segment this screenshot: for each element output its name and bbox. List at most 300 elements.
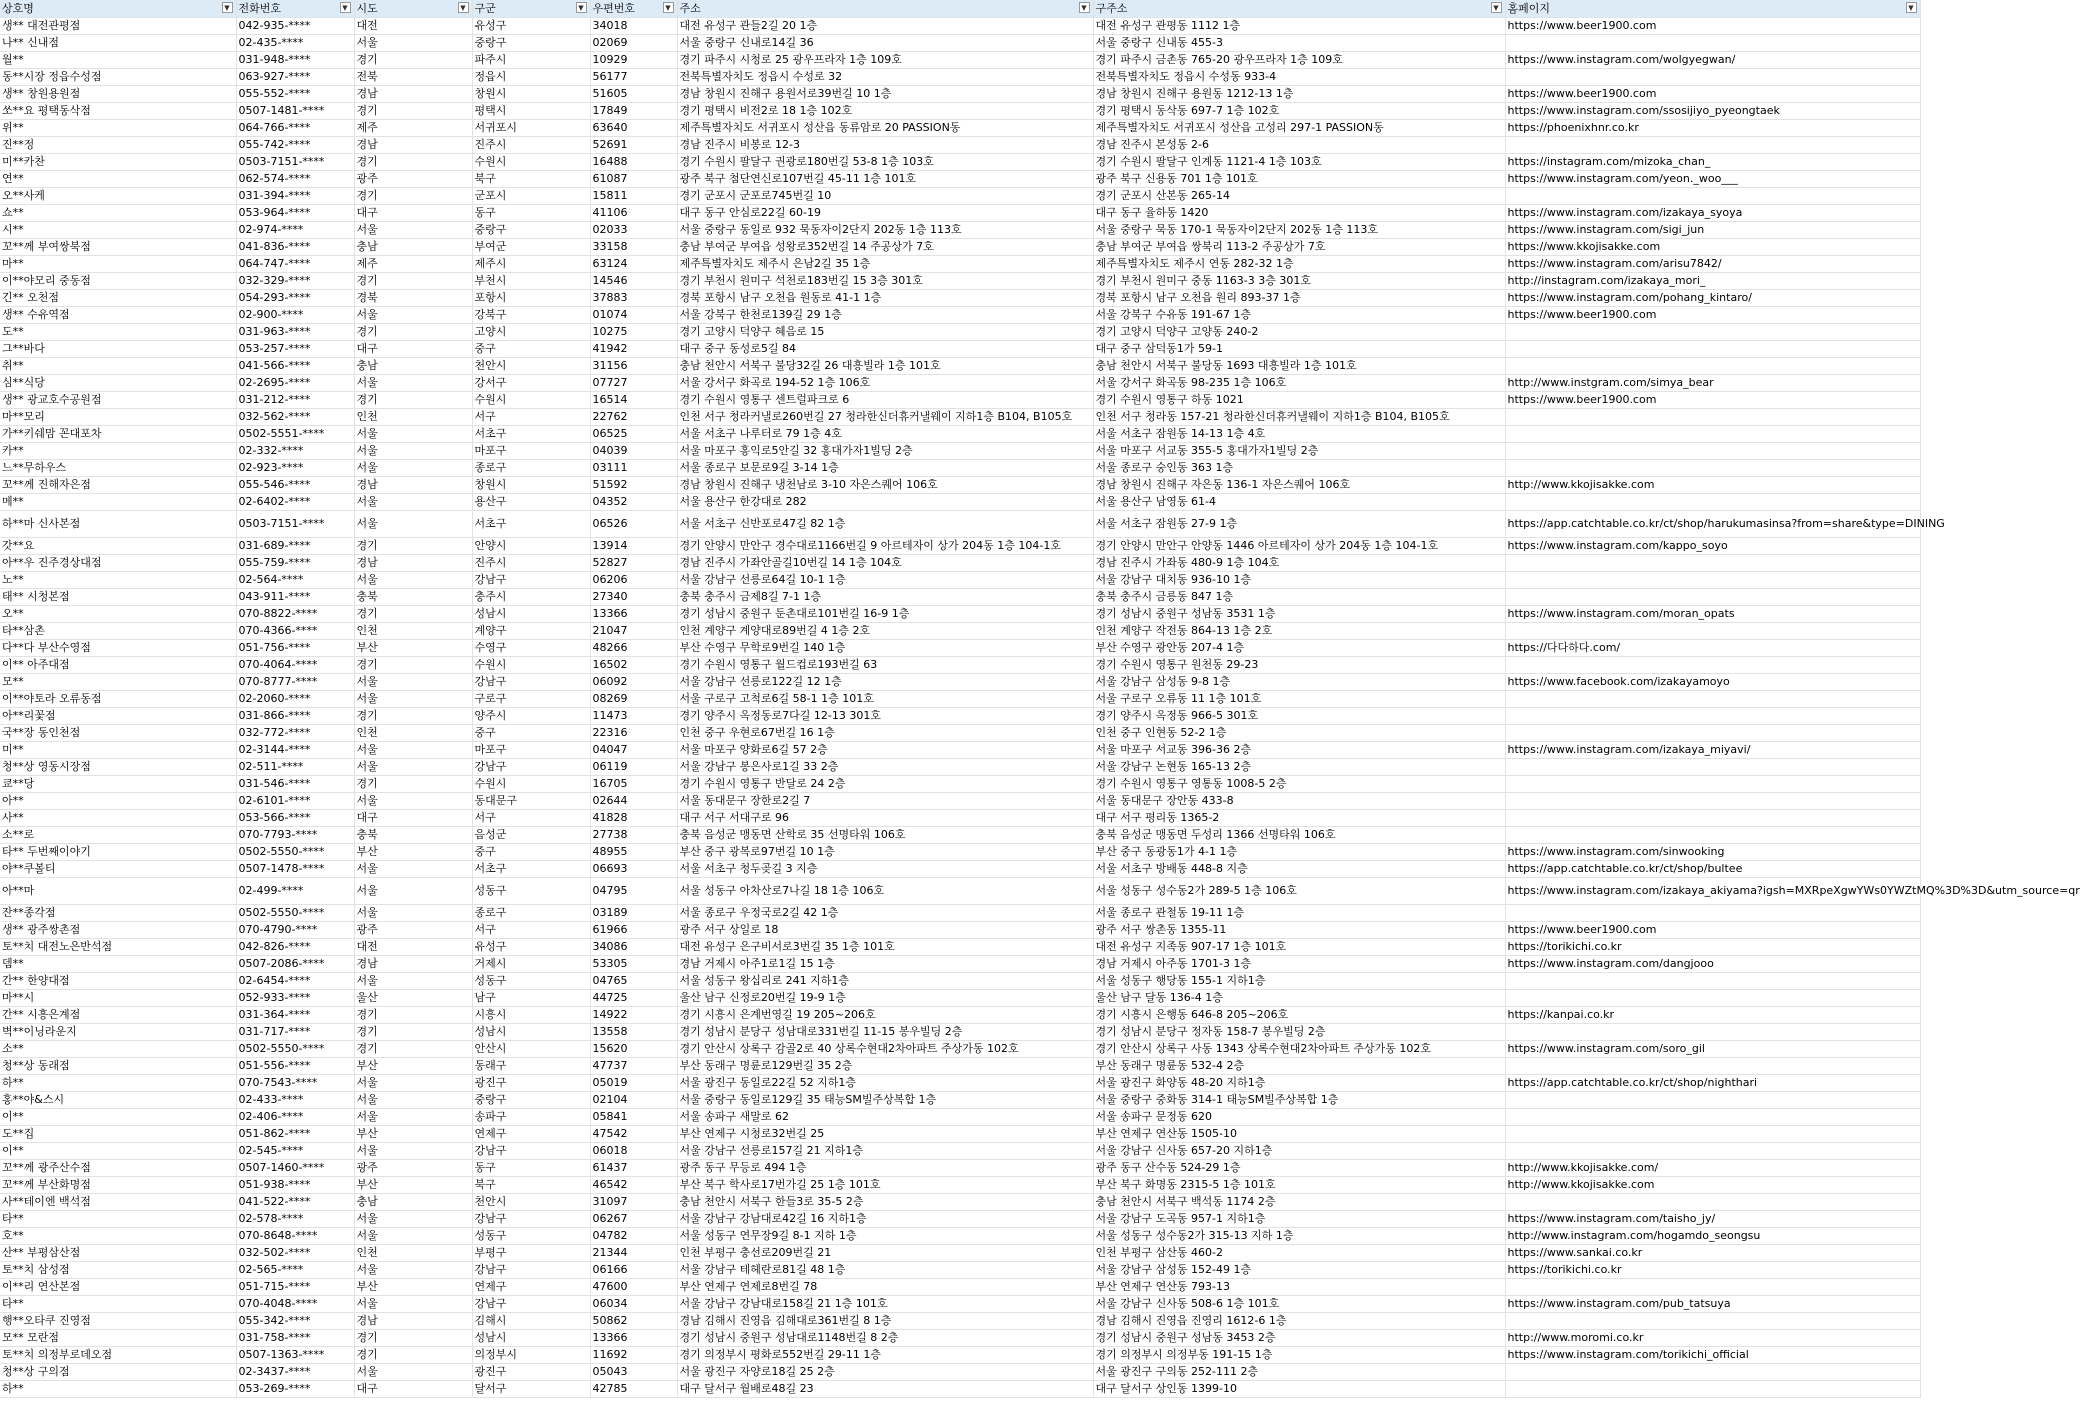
cell-sido[interactable]: 경기 <box>354 392 472 409</box>
cell-store-name[interactable]: 위** <box>0 120 236 137</box>
cell-store-name[interactable]: 생** 광교호수공원점 <box>0 392 236 409</box>
cell-old-address[interactable]: 울산 남구 달동 136-4 1층 <box>1093 990 1505 1007</box>
cell-store-name[interactable]: 토**치 대전노은반석점 <box>0 939 236 956</box>
cell-store-name[interactable]: 사** <box>0 810 236 827</box>
cell-store-name[interactable]: 꼬**께 부산화명점 <box>0 1177 236 1194</box>
cell-old-address[interactable]: 부산 동래구 명륜동 532-4 2층 <box>1093 1058 1505 1075</box>
cell-sido[interactable]: 경남 <box>354 137 472 154</box>
cell-gugun[interactable]: 부여군 <box>472 239 590 256</box>
cell-old-address[interactable]: 대구 동구 율하동 1420 <box>1093 205 1505 222</box>
cell-gugun[interactable]: 서구 <box>472 922 590 939</box>
cell-zipcode[interactable]: 47542 <box>590 1126 677 1143</box>
cell-store-name[interactable]: 꼬**께 부여쌍북점 <box>0 239 236 256</box>
cell-phone[interactable]: 054-293-**** <box>236 290 354 307</box>
column-header-address[interactable] <box>677 0 1093 18</box>
cell-gugun[interactable]: 용산구 <box>472 494 590 511</box>
cell-old-address[interactable]: 인천 계양구 작전동 864-13 1층 2호 <box>1093 623 1505 640</box>
column-header-gugun[interactable] <box>472 0 590 18</box>
cell-store-name[interactable]: 이**야토라 오류동점 <box>0 691 236 708</box>
cell-store-name[interactable]: 타** 두번째이야기 <box>0 844 236 861</box>
cell-old-address[interactable]: 서울 중랑구 신내동 455-3 <box>1093 35 1505 52</box>
cell-sido[interactable]: 서울 <box>354 1075 472 1092</box>
cell-gugun[interactable]: 진주시 <box>472 555 590 572</box>
cell-gugun[interactable]: 충주시 <box>472 589 590 606</box>
cell-zipcode[interactable]: 41106 <box>590 205 677 222</box>
cell-gugun[interactable]: 마포구 <box>472 742 590 759</box>
cell-old-address[interactable]: 경남 진주시 가좌동 480-9 1층 104호 <box>1093 555 1505 572</box>
cell-sido[interactable]: 서울 <box>354 1211 472 1228</box>
cell-zipcode[interactable]: 22316 <box>590 725 677 742</box>
cell-phone[interactable]: 053-566-**** <box>236 810 354 827</box>
cell-homepage[interactable] <box>1505 494 1920 511</box>
cell-zipcode[interactable]: 15620 <box>590 1041 677 1058</box>
cell-gugun[interactable]: 창원시 <box>472 477 590 494</box>
cell-old-address[interactable]: 경기 안산시 상록구 사동 1343 상록수현대2차아파트 주상가동 102호 <box>1093 1041 1505 1058</box>
cell-gugun[interactable]: 유성구 <box>472 939 590 956</box>
cell-zipcode[interactable]: 22762 <box>590 409 677 426</box>
cell-gugun[interactable]: 천안시 <box>472 358 590 375</box>
cell-old-address[interactable]: 경기 수원시 팔달구 인계동 1121-4 1층 103호 <box>1093 154 1505 171</box>
cell-sido[interactable]: 부산 <box>354 1279 472 1296</box>
cell-address[interactable]: 대구 서구 서대구로 96 <box>677 810 1093 827</box>
cell-gugun[interactable]: 수영구 <box>472 640 590 657</box>
cell-sido[interactable]: 경기 <box>354 1347 472 1364</box>
cell-homepage[interactable]: http://www.kkojisakke.com <box>1505 477 1920 494</box>
cell-sido[interactable]: 경남 <box>354 956 472 973</box>
cell-store-name[interactable]: 생** 광주쌍촌점 <box>0 922 236 939</box>
cell-sido[interactable]: 광주 <box>354 1160 472 1177</box>
cell-address[interactable]: 서울 중랑구 동일로 932 묵동자이2단지 202동 1층 113호 <box>677 222 1093 239</box>
cell-sido[interactable]: 서울 <box>354 759 472 776</box>
cell-store-name[interactable]: 태** 시청본점 <box>0 589 236 606</box>
cell-sido[interactable]: 서울 <box>354 861 472 878</box>
cell-sido[interactable]: 서울 <box>354 742 472 759</box>
cell-address[interactable]: 서울 동대문구 장한로2길 7 <box>677 793 1093 810</box>
cell-phone[interactable]: 0502-5550-**** <box>236 844 354 861</box>
cell-homepage[interactable]: https://torikichi.co.kr <box>1505 1262 1920 1279</box>
cell-store-name[interactable]: 생** 수유역점 <box>0 307 236 324</box>
cell-phone[interactable]: 055-342-**** <box>236 1313 354 1330</box>
cell-sido[interactable]: 경기 <box>354 1041 472 1058</box>
cell-zipcode[interactable]: 52691 <box>590 137 677 154</box>
cell-homepage[interactable] <box>1505 1092 1920 1109</box>
cell-zipcode[interactable]: 04039 <box>590 443 677 460</box>
cell-sido[interactable]: 대구 <box>354 205 472 222</box>
cell-gugun[interactable]: 강남구 <box>472 759 590 776</box>
cell-homepage[interactable]: http://www.moromi.co.kr <box>1505 1330 1920 1347</box>
cell-old-address[interactable]: 대구 서구 평리동 1365-2 <box>1093 810 1505 827</box>
cell-sido[interactable]: 경기 <box>354 776 472 793</box>
cell-homepage[interactable]: https://torikichi.co.kr <box>1505 939 1920 956</box>
cell-homepage[interactable]: https://www.beer1900.com <box>1505 922 1920 939</box>
cell-old-address[interactable]: 인천 부평구 삼산동 460-2 <box>1093 1245 1505 1262</box>
cell-phone[interactable]: 032-502-**** <box>236 1245 354 1262</box>
cell-address[interactable]: 경기 부천시 원미구 석천로183번길 15 3층 301호 <box>677 273 1093 290</box>
cell-phone[interactable]: 02-6402-**** <box>236 494 354 511</box>
cell-sido[interactable]: 서울 <box>354 973 472 990</box>
cell-old-address[interactable]: 부산 북구 화명동 2315-5 1층 101호 <box>1093 1177 1505 1194</box>
cell-sido[interactable]: 서울 <box>354 1364 472 1381</box>
cell-zipcode[interactable]: 08269 <box>590 691 677 708</box>
cell-store-name[interactable]: 마**모리 <box>0 409 236 426</box>
cell-homepage[interactable] <box>1505 460 1920 477</box>
cell-homepage[interactable] <box>1505 341 1920 358</box>
cell-phone[interactable]: 041-566-**** <box>236 358 354 375</box>
cell-gugun[interactable]: 고양시 <box>472 324 590 341</box>
cell-old-address[interactable]: 서울 종로구 숭인동 363 1층 <box>1093 460 1505 477</box>
cell-address[interactable]: 서울 마포구 홍익로5안길 32 홍대가자1빌딩 2층 <box>677 443 1093 460</box>
cell-sido[interactable]: 서울 <box>354 1109 472 1126</box>
cell-phone[interactable]: 051-938-**** <box>236 1177 354 1194</box>
cell-homepage[interactable]: https://www.beer1900.com <box>1505 307 1920 324</box>
cell-store-name[interactable]: 메** <box>0 494 236 511</box>
cell-sido[interactable]: 서울 <box>354 35 472 52</box>
cell-homepage[interactable]: https://www.instagram.com/yeon._woo___ <box>1505 171 1920 188</box>
cell-homepage[interactable]: http://instagram.com/izakaya_mori_ <box>1505 273 1920 290</box>
cell-zipcode[interactable]: 27340 <box>590 589 677 606</box>
cell-zipcode[interactable]: 47600 <box>590 1279 677 1296</box>
cell-phone[interactable]: 02-332-**** <box>236 443 354 460</box>
cell-homepage[interactable]: https://app.catchtable.co.kr/ct/shop/harukumasinsa?from=share&type=DINING <box>1505 511 1920 538</box>
cell-address[interactable]: 서울 성동구 연무장9길 8-1 지하 1층 <box>677 1228 1093 1245</box>
cell-store-name[interactable]: 생** 창원용원점 <box>0 86 236 103</box>
cell-phone[interactable]: 0503-7151-**** <box>236 154 354 171</box>
cell-store-name[interactable]: 하**마 신사본점 <box>0 511 236 538</box>
cell-store-name[interactable]: 잔**종각점 <box>0 905 236 922</box>
cell-zipcode[interactable]: 51592 <box>590 477 677 494</box>
cell-store-name[interactable]: 오**사케 <box>0 188 236 205</box>
cell-gugun[interactable]: 계양구 <box>472 623 590 640</box>
cell-store-name[interactable]: 쏘**요 평택동삭점 <box>0 103 236 120</box>
cell-zipcode[interactable]: 61966 <box>590 922 677 939</box>
cell-address[interactable]: 경남 거제시 아주1로1길 15 1층 <box>677 956 1093 973</box>
cell-homepage[interactable] <box>1505 776 1920 793</box>
cell-sido[interactable]: 경기 <box>354 1007 472 1024</box>
cell-address[interactable]: 경기 고양시 덕양구 혜음로 15 <box>677 324 1093 341</box>
cell-phone[interactable]: 055-552-**** <box>236 86 354 103</box>
cell-gugun[interactable]: 창원시 <box>472 86 590 103</box>
cell-gugun[interactable]: 남구 <box>472 990 590 1007</box>
cell-phone[interactable]: 02-565-**** <box>236 1262 354 1279</box>
cell-zipcode[interactable]: 46542 <box>590 1177 677 1194</box>
cell-sido[interactable]: 대구 <box>354 810 472 827</box>
cell-gugun[interactable]: 파주시 <box>472 52 590 69</box>
cell-sido[interactable]: 충남 <box>354 358 472 375</box>
cell-store-name[interactable]: 미**카찬 <box>0 154 236 171</box>
cell-address[interactable]: 서울 마포구 양화로6길 57 2층 <box>677 742 1093 759</box>
cell-gugun[interactable]: 구로구 <box>472 691 590 708</box>
cell-zipcode[interactable]: 14546 <box>590 273 677 290</box>
cell-address[interactable]: 경기 양주시 옥정동로7다길 12-13 301호 <box>677 708 1093 725</box>
cell-homepage[interactable]: https://www.instagram.com/izakaya_akiyama?igsh=MXRpeXgwYWs0YWZtMQ%3D%3D&utm_source=qr <box>1505 878 1920 905</box>
cell-sido[interactable]: 서울 <box>354 691 472 708</box>
cell-store-name[interactable]: 야**쿠볼티 <box>0 861 236 878</box>
cell-store-name[interactable]: 타** <box>0 1296 236 1313</box>
cell-phone[interactable]: 02-511-**** <box>236 759 354 776</box>
cell-address[interactable]: 대구 달서구 월배로48길 23 <box>677 1381 1093 1398</box>
cell-sido[interactable]: 경기 <box>354 606 472 623</box>
cell-store-name[interactable]: 카** <box>0 443 236 460</box>
cell-homepage[interactable] <box>1505 69 1920 86</box>
cell-homepage[interactable]: https://www.instagram.com/dangjooo <box>1505 956 1920 973</box>
cell-store-name[interactable]: 이**야모리 중동점 <box>0 273 236 290</box>
cell-phone[interactable]: 02-433-**** <box>236 1092 354 1109</box>
cell-zipcode[interactable]: 10275 <box>590 324 677 341</box>
cell-zipcode[interactable]: 02644 <box>590 793 677 810</box>
cell-store-name[interactable]: 나** 신내점 <box>0 35 236 52</box>
cell-gugun[interactable]: 강남구 <box>472 1262 590 1279</box>
cell-homepage[interactable] <box>1505 1024 1920 1041</box>
cell-homepage[interactable]: https://www.instagram.com/ssosijiyo_pyeongtaek <box>1505 103 1920 120</box>
cell-address[interactable]: 충북 음성군 맹동면 산학로 35 선명타워 106호 <box>677 827 1093 844</box>
cell-homepage[interactable] <box>1505 409 1920 426</box>
cell-store-name[interactable]: 청**상 동래점 <box>0 1058 236 1075</box>
cell-gugun[interactable]: 강남구 <box>472 572 590 589</box>
filter-dropdown-icon[interactable]: ▼ <box>458 2 469 13</box>
cell-homepage[interactable] <box>1505 1279 1920 1296</box>
cell-old-address[interactable]: 경북 포항시 남구 오천읍 원리 893-37 1층 <box>1093 290 1505 307</box>
cell-zipcode[interactable]: 41828 <box>590 810 677 827</box>
cell-sido[interactable]: 경남 <box>354 86 472 103</box>
cell-address[interactable]: 서울 강북구 한천로139길 29 1층 <box>677 307 1093 324</box>
cell-zipcode[interactable]: 03189 <box>590 905 677 922</box>
cell-address[interactable]: 인천 계양구 계양대로89번길 4 1층 2호 <box>677 623 1093 640</box>
cell-homepage[interactable]: https://www.instagram.com/kappo_soyo <box>1505 538 1920 555</box>
cell-zipcode[interactable]: 13366 <box>590 606 677 623</box>
cell-store-name[interactable]: 아**우 진주경상대점 <box>0 555 236 572</box>
cell-old-address[interactable]: 제주특별자치도 제주시 연동 282-32 1층 <box>1093 256 1505 273</box>
cell-address[interactable]: 울산 남구 신정로20번길 19-9 1층 <box>677 990 1093 1007</box>
cell-phone[interactable]: 02-6101-**** <box>236 793 354 810</box>
cell-phone[interactable]: 051-862-**** <box>236 1126 354 1143</box>
cell-zipcode[interactable]: 06034 <box>590 1296 677 1313</box>
cell-address[interactable]: 경기 수원시 영통구 월드컵로193번길 63 <box>677 657 1093 674</box>
cell-address[interactable]: 부산 북구 학사로17번가길 25 1층 101호 <box>677 1177 1093 1194</box>
cell-zipcode[interactable]: 02033 <box>590 222 677 239</box>
cell-address[interactable]: 서울 중랑구 동일로129길 35 태능SM빌주상복합 1층 <box>677 1092 1093 1109</box>
cell-old-address[interactable]: 서울 강남구 삼성동 9-8 1층 <box>1093 674 1505 691</box>
column-header-zipcode[interactable] <box>590 0 677 18</box>
cell-homepage[interactable] <box>1505 691 1920 708</box>
cell-address[interactable]: 경기 안양시 만안구 경수대로1166번길 9 아르테자이 상가 204동 1층 104-1호 <box>677 538 1093 555</box>
cell-gugun[interactable]: 시흥시 <box>472 1007 590 1024</box>
cell-old-address[interactable]: 경기 수원시 영통구 하동 1021 <box>1093 392 1505 409</box>
cell-gugun[interactable]: 종로구 <box>472 905 590 922</box>
cell-homepage[interactable]: https://www.instagram.com/moran_opats <box>1505 606 1920 623</box>
cell-old-address[interactable]: 서울 강남구 논현동 165-13 2층 <box>1093 759 1505 776</box>
cell-address[interactable]: 경기 안산시 상록구 감골2로 40 상록수현대2차아파트 주상가동 102호 <box>677 1041 1093 1058</box>
cell-zipcode[interactable]: 06267 <box>590 1211 677 1228</box>
cell-zipcode[interactable]: 61437 <box>590 1160 677 1177</box>
cell-zipcode[interactable]: 06119 <box>590 759 677 776</box>
cell-sido[interactable]: 부산 <box>354 1058 472 1075</box>
cell-phone[interactable]: 02-545-**** <box>236 1143 354 1160</box>
cell-zipcode[interactable]: 34086 <box>590 939 677 956</box>
cell-address[interactable]: 인천 중구 우현로67번길 16 1층 <box>677 725 1093 742</box>
cell-old-address[interactable]: 서울 동대문구 장안동 433-8 <box>1093 793 1505 810</box>
cell-sido[interactable]: 서울 <box>354 793 472 810</box>
cell-old-address[interactable]: 대구 달서구 상인동 1399-10 <box>1093 1381 1505 1398</box>
filter-dropdown-icon[interactable]: ▼ <box>576 2 587 13</box>
filter-dropdown-icon[interactable]: ▼ <box>222 2 233 13</box>
cell-homepage[interactable]: http://www.instagram.com/hogamdo_seongsu <box>1505 1228 1920 1245</box>
cell-zipcode[interactable]: 06092 <box>590 674 677 691</box>
cell-homepage[interactable] <box>1505 35 1920 52</box>
cell-zipcode[interactable]: 15811 <box>590 188 677 205</box>
cell-zipcode[interactable]: 50862 <box>590 1313 677 1330</box>
cell-old-address[interactable]: 서울 강남구 삼성동 152-49 1층 <box>1093 1262 1505 1279</box>
cell-gugun[interactable]: 동래구 <box>472 1058 590 1075</box>
cell-phone[interactable]: 041-836-**** <box>236 239 354 256</box>
cell-store-name[interactable]: 간** 시흥은계점 <box>0 1007 236 1024</box>
cell-address[interactable]: 서울 강남구 강남대로42길 16 지하1층 <box>677 1211 1093 1228</box>
cell-gugun[interactable]: 서구 <box>472 409 590 426</box>
cell-homepage[interactable] <box>1505 1381 1920 1398</box>
cell-zipcode[interactable]: 56177 <box>590 69 677 86</box>
cell-homepage[interactable]: https://www.instagram.com/wolgyegwan/ <box>1505 52 1920 69</box>
cell-zipcode[interactable]: 41942 <box>590 341 677 358</box>
cell-zipcode[interactable]: 06166 <box>590 1262 677 1279</box>
cell-zipcode[interactable]: 16502 <box>590 657 677 674</box>
cell-address[interactable]: 광주 북구 첨단연신로107번길 45-11 1층 101호 <box>677 171 1093 188</box>
cell-phone[interactable]: 053-257-**** <box>236 341 354 358</box>
cell-old-address[interactable]: 서울 광진구 구의동 252-111 2층 <box>1093 1364 1505 1381</box>
cell-old-address[interactable]: 서울 강남구 신사동 508-6 1층 101호 <box>1093 1296 1505 1313</box>
cell-phone[interactable]: 02-2060-**** <box>236 691 354 708</box>
cell-sido[interactable]: 경기 <box>354 1330 472 1347</box>
cell-gugun[interactable]: 수원시 <box>472 154 590 171</box>
cell-phone[interactable]: 0502-5551-**** <box>236 426 354 443</box>
cell-homepage[interactable]: https://www.instagram.com/sinwooking <box>1505 844 1920 861</box>
cell-homepage[interactable] <box>1505 1058 1920 1075</box>
cell-address[interactable]: 서울 강남구 선릉로157길 21 지하1층 <box>677 1143 1093 1160</box>
cell-homepage[interactable]: https://www.kkojisakke.com <box>1505 239 1920 256</box>
cell-sido[interactable]: 경기 <box>354 52 472 69</box>
cell-phone[interactable]: 0507-2086-**** <box>236 956 354 973</box>
cell-gugun[interactable]: 평택시 <box>472 103 590 120</box>
cell-old-address[interactable]: 대전 유성구 관평동 1112 1층 <box>1093 18 1505 35</box>
cell-address[interactable]: 경기 수원시 팔달구 권광로180번길 53-8 1층 103호 <box>677 154 1093 171</box>
cell-zipcode[interactable]: 47737 <box>590 1058 677 1075</box>
cell-sido[interactable]: 경북 <box>354 290 472 307</box>
cell-gugun[interactable]: 진주시 <box>472 137 590 154</box>
cell-zipcode[interactable]: 02069 <box>590 35 677 52</box>
cell-address[interactable]: 경남 창원시 진해구 용원서로39번길 10 1층 <box>677 86 1093 103</box>
cell-address[interactable]: 부산 중구 광복로97번길 10 1층 <box>677 844 1093 861</box>
cell-store-name[interactable]: 국**장 동인천점 <box>0 725 236 742</box>
cell-old-address[interactable]: 충북 음성군 맹동면 두성리 1366 선명타워 106호 <box>1093 827 1505 844</box>
cell-store-name[interactable]: 홍**야&스시 <box>0 1092 236 1109</box>
cell-sido[interactable]: 서울 <box>354 375 472 392</box>
cell-store-name[interactable]: 사**테이엔 백석점 <box>0 1194 236 1211</box>
cell-address[interactable]: 부산 동래구 명륜로129번길 35 2층 <box>677 1058 1093 1075</box>
cell-phone[interactable]: 031-758-**** <box>236 1330 354 1347</box>
cell-zipcode[interactable]: 44725 <box>590 990 677 1007</box>
cell-gugun[interactable]: 성남시 <box>472 606 590 623</box>
cell-address[interactable]: 충남 천안시 서북구 불당32길 26 대흥빌라 1층 101호 <box>677 358 1093 375</box>
cell-homepage[interactable] <box>1505 1143 1920 1160</box>
cell-gugun[interactable]: 김해시 <box>472 1313 590 1330</box>
cell-gugun[interactable]: 중구 <box>472 341 590 358</box>
cell-old-address[interactable]: 충북 충주시 금릉동 847 1층 <box>1093 589 1505 606</box>
cell-phone[interactable]: 070-7543-**** <box>236 1075 354 1092</box>
cell-address[interactable]: 대전 유성구 은구비서로3번길 35 1층 101호 <box>677 939 1093 956</box>
cell-gugun[interactable]: 송파구 <box>472 1109 590 1126</box>
cell-gugun[interactable]: 제주시 <box>472 256 590 273</box>
cell-zipcode[interactable]: 04765 <box>590 973 677 990</box>
cell-phone[interactable]: 0502-5550-**** <box>236 1041 354 1058</box>
column-header-store-name[interactable] <box>0 0 236 18</box>
cell-homepage[interactable]: https://www.beer1900.com <box>1505 86 1920 103</box>
cell-store-name[interactable]: 타** <box>0 1211 236 1228</box>
cell-zipcode[interactable]: 04795 <box>590 878 677 905</box>
cell-address[interactable]: 경기 수원시 영통구 반달로 24 2층 <box>677 776 1093 793</box>
cell-address[interactable]: 충남 부여군 부여읍 성왕로352번길 14 주공상가 7호 <box>677 239 1093 256</box>
cell-sido[interactable]: 전북 <box>354 69 472 86</box>
cell-sido[interactable]: 충북 <box>354 827 472 844</box>
cell-gugun[interactable]: 성동구 <box>472 973 590 990</box>
cell-zipcode[interactable]: 11692 <box>590 1347 677 1364</box>
cell-gugun[interactable]: 동구 <box>472 1160 590 1177</box>
cell-phone[interactable]: 070-4064-**** <box>236 657 354 674</box>
cell-sido[interactable]: 부산 <box>354 1126 472 1143</box>
cell-gugun[interactable]: 북구 <box>472 1177 590 1194</box>
cell-old-address[interactable]: 경남 김해시 진영읍 진영리 1612-6 1층 <box>1093 1313 1505 1330</box>
cell-homepage[interactable]: https://www.instagram.com/arisu7842/ <box>1505 256 1920 273</box>
cell-old-address[interactable]: 서울 강남구 도곡동 957-1 지하1층 <box>1093 1211 1505 1228</box>
cell-homepage[interactable] <box>1505 1126 1920 1143</box>
cell-store-name[interactable]: 연** <box>0 171 236 188</box>
cell-homepage[interactable]: https://www.sankai.co.kr <box>1505 1245 1920 1262</box>
cell-store-name[interactable]: 행**오타쿠 진영점 <box>0 1313 236 1330</box>
cell-phone[interactable]: 070-8777-**** <box>236 674 354 691</box>
cell-gugun[interactable]: 서초구 <box>472 511 590 538</box>
filter-dropdown-icon[interactable]: ▼ <box>1491 2 1502 13</box>
cell-zipcode[interactable]: 48955 <box>590 844 677 861</box>
cell-store-name[interactable]: 모** 모란점 <box>0 1330 236 1347</box>
cell-homepage[interactable] <box>1505 708 1920 725</box>
cell-zipcode[interactable]: 02104 <box>590 1092 677 1109</box>
cell-sido[interactable]: 인천 <box>354 409 472 426</box>
cell-old-address[interactable]: 경기 고양시 덕양구 고양동 240-2 <box>1093 324 1505 341</box>
cell-phone[interactable]: 070-4790-**** <box>236 922 354 939</box>
cell-store-name[interactable]: 마**시 <box>0 990 236 1007</box>
cell-gugun[interactable]: 부천시 <box>472 273 590 290</box>
cell-gugun[interactable]: 동구 <box>472 205 590 222</box>
cell-zipcode[interactable]: 21047 <box>590 623 677 640</box>
cell-phone[interactable]: 031-546-**** <box>236 776 354 793</box>
cell-address[interactable]: 충남 천안시 서북구 한들3로 35-5 2층 <box>677 1194 1093 1211</box>
cell-homepage[interactable] <box>1505 1313 1920 1330</box>
cell-sido[interactable]: 서울 <box>354 494 472 511</box>
cell-old-address[interactable]: 경기 부천시 원미구 중동 1163-3 3층 301호 <box>1093 273 1505 290</box>
cell-zipcode[interactable]: 42785 <box>590 1381 677 1398</box>
cell-old-address[interactable]: 서울 서초구 잠원동 14-13 1층 4호 <box>1093 426 1505 443</box>
cell-zipcode[interactable]: 05019 <box>590 1075 677 1092</box>
cell-phone[interactable]: 070-7793-**** <box>236 827 354 844</box>
cell-zipcode[interactable]: 13366 <box>590 1330 677 1347</box>
cell-homepage[interactable] <box>1505 324 1920 341</box>
cell-phone[interactable]: 02-900-**** <box>236 307 354 324</box>
cell-sido[interactable]: 인천 <box>354 1245 472 1262</box>
cell-zipcode[interactable]: 06526 <box>590 511 677 538</box>
cell-sido[interactable]: 광주 <box>354 922 472 939</box>
cell-store-name[interactable]: 갓**요 <box>0 538 236 555</box>
cell-old-address[interactable]: 경기 수원시 영통구 영통동 1008-5 2층 <box>1093 776 1505 793</box>
cell-phone[interactable]: 064-747-**** <box>236 256 354 273</box>
cell-address[interactable]: 제주특별자치도 제주시 은남2길 35 1층 <box>677 256 1093 273</box>
cell-sido[interactable]: 부산 <box>354 1177 472 1194</box>
